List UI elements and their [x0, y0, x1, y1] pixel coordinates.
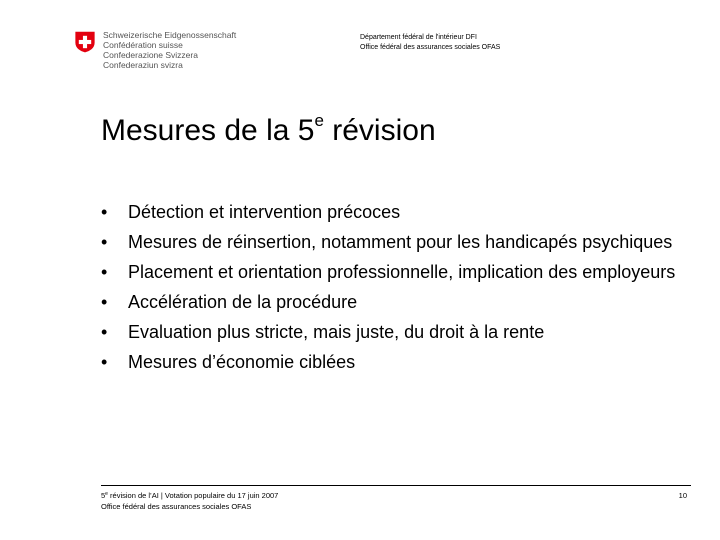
slide-title-main: Mesures de la 5: [101, 114, 315, 147]
bullet-text: Evaluation plus stricte, mais juste, du droit à la rente: [128, 322, 545, 342]
bullet-item: [101, 199, 681, 226]
bullet-item: [101, 349, 681, 376]
confederation-names: [103, 30, 236, 70]
office-name: Office fédéral des assurances sociales OFAS: [360, 44, 501, 51]
bullet-item: [101, 229, 681, 256]
bullet-text: Détection et intervention précoces: [128, 202, 401, 222]
footer-line-1-rest: révision de l’AI | Votation populaire du 17 juin 2007: [107, 491, 279, 500]
bullet-text: Mesures de réinsertion, notamment pour les handicapés psychiques: [128, 232, 673, 252]
swiss-cross-logo: [74, 31, 96, 53]
confederation-name-fr: Confédération suisse: [103, 40, 183, 50]
bullet-dot: •: [101, 202, 108, 222]
page-number: 10: [678, 491, 687, 500]
confederation-name-rm: Confederaziun svizra: [103, 60, 183, 70]
footer-line-1-superscript: e: [105, 491, 108, 497]
footer-text: [101, 490, 278, 512]
bullet-item: [101, 259, 681, 286]
slide-title-superscript: e: [314, 111, 324, 130]
footer-line-1: [101, 490, 278, 501]
bullet-dot: •: [101, 352, 108, 372]
department-block: [360, 33, 500, 53]
slide-title-end: révision: [323, 114, 436, 147]
bullet-list: [101, 199, 681, 379]
bullet-item: [101, 289, 681, 316]
slide-title: [101, 111, 436, 151]
confederation-name-it: Confederazione Svizzera: [103, 50, 198, 60]
bullet-dot: •: [101, 232, 108, 252]
bullet-text: Placement et orientation professionnelle, implication des employeurs: [128, 262, 676, 282]
confederation-name-de: Schweizerische Eidgenossenschaft: [103, 30, 237, 40]
department-name: Département fédéral de l'intérieur DFI: [360, 34, 477, 41]
footer-line-2: Office fédéral des assurances sociales OFAS: [101, 502, 252, 511]
footer-divider: [101, 485, 691, 486]
bullet-dot: •: [101, 322, 108, 342]
bullet-text: Accélération de la procédure: [128, 292, 358, 312]
footer-line-1-num: 5: [101, 491, 106, 500]
bullet-dot: •: [101, 262, 108, 282]
bullet-text: Mesures d’économie ciblées: [128, 352, 356, 372]
bullet-dot: •: [101, 292, 108, 312]
bullet-item: [101, 319, 681, 346]
